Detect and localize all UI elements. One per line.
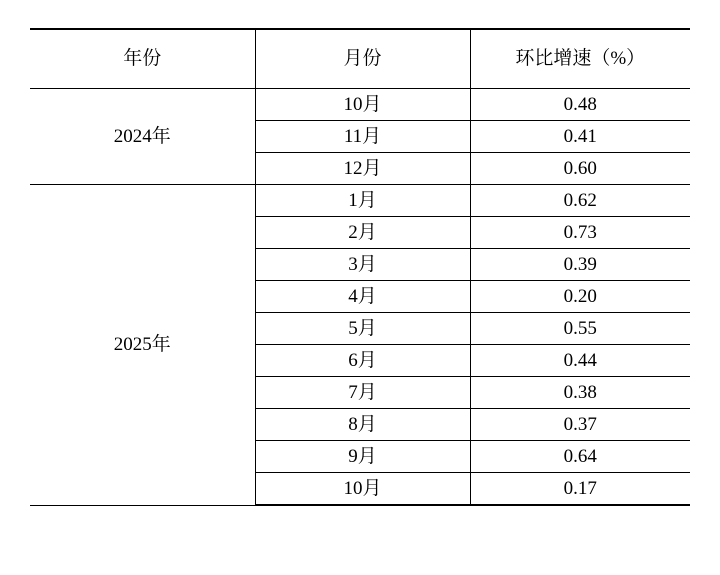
rate-cell: 0.48 xyxy=(470,89,690,121)
month-cell: 1月 xyxy=(255,185,470,217)
year-cell-2024: 2024年 xyxy=(30,89,255,185)
document-page xyxy=(0,28,720,575)
month-cell: 10月 xyxy=(255,473,470,506)
growth-rate-table xyxy=(30,28,690,506)
month-cell: 3月 xyxy=(255,249,470,281)
year-cell-2025: 2025年 xyxy=(30,185,255,506)
rate-cell: 0.41 xyxy=(470,121,690,153)
rate-cell: 0.44 xyxy=(470,345,690,377)
rate-cell: 0.60 xyxy=(470,153,690,185)
month-cell: 9月 xyxy=(255,441,470,473)
rate-cell: 0.17 xyxy=(470,473,690,506)
column-header-month: 月份 xyxy=(255,29,470,89)
month-cell: 8月 xyxy=(255,409,470,441)
month-cell: 12月 xyxy=(255,153,470,185)
rate-cell: 0.39 xyxy=(470,249,690,281)
month-cell: 5月 xyxy=(255,313,470,345)
rate-cell: 0.55 xyxy=(470,313,690,345)
month-cell: 7月 xyxy=(255,377,470,409)
table-header xyxy=(30,29,690,89)
month-cell: 4月 xyxy=(255,281,470,313)
rate-cell: 0.20 xyxy=(470,281,690,313)
rate-cell: 0.38 xyxy=(470,377,690,409)
month-cell: 6月 xyxy=(255,345,470,377)
table-row xyxy=(30,185,690,217)
column-header-year: 年份 xyxy=(30,29,255,89)
rate-cell: 0.37 xyxy=(470,409,690,441)
table-header-row xyxy=(30,29,690,89)
table-body xyxy=(30,89,690,506)
month-cell: 2月 xyxy=(255,217,470,249)
rate-cell: 0.73 xyxy=(470,217,690,249)
month-cell: 10月 xyxy=(255,89,470,121)
table-row xyxy=(30,89,690,121)
month-cell: 11月 xyxy=(255,121,470,153)
rate-cell: 0.64 xyxy=(470,441,690,473)
rate-cell: 0.62 xyxy=(470,185,690,217)
column-header-rate: 环比增速（%） xyxy=(470,29,690,89)
